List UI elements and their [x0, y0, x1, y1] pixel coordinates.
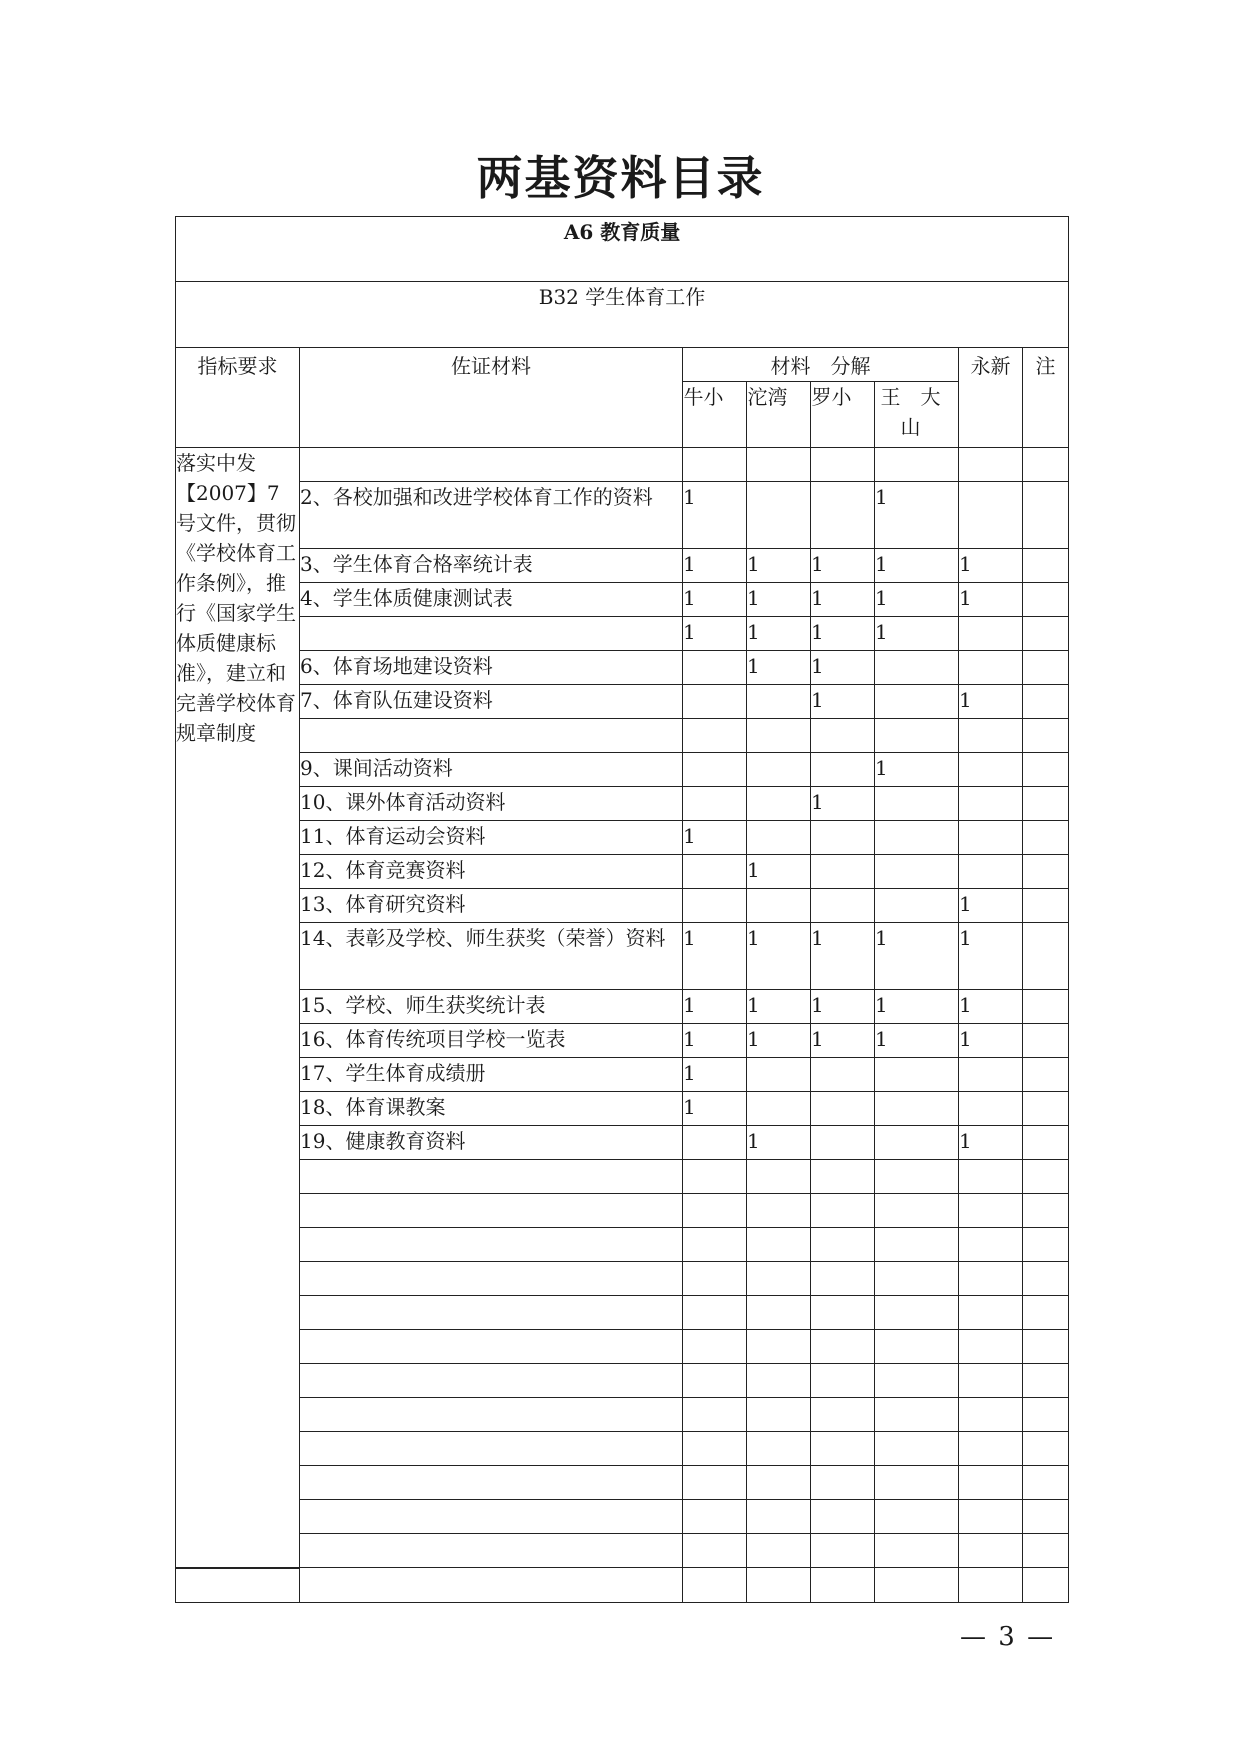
value-cell — [811, 1058, 875, 1092]
value-cell: 1 — [811, 787, 875, 821]
value-cell — [875, 719, 959, 753]
table-row — [176, 1160, 1069, 1194]
note-cell — [1023, 1058, 1069, 1092]
value-cell — [875, 1500, 959, 1534]
note-cell — [1023, 753, 1069, 787]
value-cell — [875, 787, 959, 821]
value-cell — [811, 1500, 875, 1534]
note-cell — [1023, 990, 1069, 1024]
value-cell — [875, 1092, 959, 1126]
value-cell — [747, 1398, 811, 1432]
evidence-item: 3、学生体育合格率统计表 — [300, 549, 683, 583]
value-cell — [811, 1126, 875, 1160]
table-row — [176, 617, 1069, 651]
table-row — [176, 583, 1069, 617]
note-cell — [1023, 1534, 1069, 1568]
value-cell — [959, 1500, 1023, 1534]
evidence-item — [300, 1262, 683, 1296]
note-cell — [1023, 719, 1069, 753]
value-cell — [811, 1534, 875, 1568]
table-row — [176, 1534, 1069, 1568]
value-cell: 1 — [747, 549, 811, 583]
value-cell — [747, 889, 811, 923]
value-cell — [875, 651, 959, 685]
value-cell — [959, 1058, 1023, 1092]
table-row — [176, 482, 1069, 549]
value-cell — [959, 617, 1023, 651]
value-cell — [683, 719, 747, 753]
note-cell — [1023, 651, 1069, 685]
table-row — [176, 719, 1069, 753]
table-row — [176, 1500, 1069, 1534]
value-cell — [875, 1228, 959, 1262]
note-cell — [1023, 1500, 1069, 1534]
evidence-item — [300, 1228, 683, 1262]
evidence-item — [300, 1432, 683, 1466]
header-school-3: 罗小 — [811, 382, 875, 448]
value-cell — [747, 1466, 811, 1500]
value-cell — [959, 1194, 1023, 1228]
value-cell — [811, 482, 875, 549]
table-row — [176, 1126, 1069, 1160]
value-cell — [875, 1534, 959, 1568]
note-cell — [1023, 1296, 1069, 1330]
header-note: 注 — [1023, 348, 1069, 448]
empty-cell — [959, 1568, 1023, 1603]
value-cell — [875, 1466, 959, 1500]
value-cell — [875, 685, 959, 719]
value-cell — [959, 719, 1023, 753]
table-row — [176, 990, 1069, 1024]
note-cell — [1023, 1160, 1069, 1194]
header-school-4: 王 大山 — [875, 382, 959, 448]
section-a-row — [176, 217, 1069, 282]
header-school-1: 牛小 — [683, 382, 747, 448]
value-cell: 1 — [875, 549, 959, 583]
value-cell — [875, 1126, 959, 1160]
value-cell — [811, 1398, 875, 1432]
note-cell — [1023, 855, 1069, 889]
value-cell — [959, 1466, 1023, 1500]
value-cell — [747, 1228, 811, 1262]
value-cell: 1 — [875, 923, 959, 990]
value-cell — [683, 1534, 747, 1568]
value-cell: 1 — [875, 482, 959, 549]
value-cell — [747, 482, 811, 549]
value-cell — [811, 821, 875, 855]
value-cell — [875, 1432, 959, 1466]
value-cell — [683, 1194, 747, 1228]
table-row — [176, 685, 1069, 719]
note-cell — [1023, 1364, 1069, 1398]
value-cell — [811, 889, 875, 923]
value-cell — [747, 1500, 811, 1534]
empty-cell — [300, 1568, 683, 1603]
table-row — [176, 1398, 1069, 1432]
empty-cell — [176, 1568, 300, 1603]
value-cell — [875, 1398, 959, 1432]
table-row — [176, 1330, 1069, 1364]
value-cell — [811, 1262, 875, 1296]
value-cell — [811, 719, 875, 753]
value-cell: 1 — [747, 1024, 811, 1058]
note-cell — [1023, 1194, 1069, 1228]
section-b-row — [176, 282, 1069, 348]
value-cell — [959, 855, 1023, 889]
evidence-item — [300, 1296, 683, 1330]
empty-cell — [875, 1568, 959, 1603]
value-cell — [747, 1194, 811, 1228]
value-cell — [683, 448, 747, 482]
header-materials-group: 材料 分解 — [683, 348, 959, 382]
value-cell — [747, 821, 811, 855]
value-cell — [959, 1432, 1023, 1466]
value-cell — [811, 855, 875, 889]
value-cell — [747, 1364, 811, 1398]
header-evidence: 佐证材料 — [300, 348, 683, 448]
value-cell: 1 — [747, 1126, 811, 1160]
note-cell — [1023, 685, 1069, 719]
value-cell: 1 — [875, 1024, 959, 1058]
value-cell: 1 — [683, 990, 747, 1024]
value-cell — [959, 821, 1023, 855]
value-cell — [747, 448, 811, 482]
value-cell: 1 — [875, 617, 959, 651]
value-cell — [811, 753, 875, 787]
value-cell — [959, 1228, 1023, 1262]
document-title: 两基资料目录 — [476, 151, 765, 205]
value-cell — [959, 1330, 1023, 1364]
value-cell: 1 — [683, 821, 747, 855]
value-cell: 1 — [747, 990, 811, 1024]
value-cell — [959, 448, 1023, 482]
header-row-1 — [176, 348, 1069, 382]
evidence-item — [300, 1364, 683, 1398]
note-cell — [1023, 1228, 1069, 1262]
value-cell — [811, 1364, 875, 1398]
table-row — [176, 1194, 1069, 1228]
value-cell — [683, 855, 747, 889]
evidence-item — [300, 1160, 683, 1194]
value-cell — [875, 1262, 959, 1296]
value-cell — [875, 889, 959, 923]
value-cell — [683, 1262, 747, 1296]
value-cell: 1 — [811, 990, 875, 1024]
value-cell — [811, 1432, 875, 1466]
value-cell — [811, 1092, 875, 1126]
table-row — [176, 889, 1069, 923]
value-cell — [747, 1160, 811, 1194]
table-row — [176, 1364, 1069, 1398]
table-row — [176, 651, 1069, 685]
value-cell — [683, 1296, 747, 1330]
note-cell — [1023, 1398, 1069, 1432]
value-cell — [811, 1160, 875, 1194]
evidence-item: 19、健康教育资料 — [300, 1126, 683, 1160]
value-cell — [747, 1432, 811, 1466]
note-cell — [1023, 1466, 1069, 1500]
value-cell — [683, 787, 747, 821]
value-cell — [747, 1534, 811, 1568]
table-row — [176, 549, 1069, 583]
table-row — [176, 1296, 1069, 1330]
value-cell — [683, 1432, 747, 1466]
evidence-item: 10、课外体育活动资料 — [300, 787, 683, 821]
value-cell: 1 — [747, 923, 811, 990]
note-cell — [1023, 583, 1069, 617]
value-cell — [875, 1058, 959, 1092]
evidence-item — [300, 1194, 683, 1228]
value-cell — [683, 1228, 747, 1262]
value-cell: 1 — [747, 583, 811, 617]
header-school-2: 沱湾 — [747, 382, 811, 448]
note-cell — [1023, 1024, 1069, 1058]
value-cell: 1 — [683, 549, 747, 583]
value-cell — [683, 651, 747, 685]
empty-cell — [683, 1568, 747, 1603]
value-cell: 1 — [959, 549, 1023, 583]
value-cell — [683, 1364, 747, 1398]
value-cell — [959, 753, 1023, 787]
value-cell: 1 — [811, 651, 875, 685]
table-row — [176, 1092, 1069, 1126]
value-cell — [747, 719, 811, 753]
table-row — [176, 1568, 1069, 1603]
value-cell — [683, 685, 747, 719]
value-cell — [959, 1262, 1023, 1296]
table-row — [176, 448, 1069, 482]
table-row — [176, 787, 1069, 821]
value-cell: 1 — [959, 990, 1023, 1024]
value-cell: 1 — [959, 583, 1023, 617]
value-cell: 1 — [875, 583, 959, 617]
table-row — [176, 753, 1069, 787]
value-cell: 1 — [959, 1126, 1023, 1160]
value-cell — [683, 1500, 747, 1534]
evidence-item: 4、学生体质健康测试表 — [300, 583, 683, 617]
table-row — [176, 855, 1069, 889]
indicator-requirement: 落实中发【2007】7号文件，贯彻《学校体育工作条例》，推行《国家学生体质健康标准》，建立和完善学校体育规章制度 — [176, 448, 300, 1568]
value-cell: 1 — [959, 889, 1023, 923]
page-number: — 3 — — [960, 1622, 1056, 1652]
evidence-item — [300, 1398, 683, 1432]
evidence-item — [300, 1500, 683, 1534]
value-cell: 1 — [811, 923, 875, 990]
evidence-item: 18、体育课教案 — [300, 1092, 683, 1126]
value-cell — [811, 1330, 875, 1364]
value-cell: 1 — [811, 685, 875, 719]
value-cell — [747, 1262, 811, 1296]
value-cell — [747, 1330, 811, 1364]
evidence-item: 12、体育竞赛资料 — [300, 855, 683, 889]
value-cell — [811, 448, 875, 482]
value-cell: 1 — [747, 617, 811, 651]
value-cell — [683, 1330, 747, 1364]
evidence-item: 9、课间活动资料 — [300, 753, 683, 787]
table-row — [176, 923, 1069, 990]
value-cell — [747, 1296, 811, 1330]
value-cell: 1 — [811, 1024, 875, 1058]
evidence-item — [300, 448, 683, 482]
value-cell — [959, 787, 1023, 821]
value-cell — [959, 1398, 1023, 1432]
value-cell — [747, 753, 811, 787]
evidence-item — [300, 617, 683, 651]
note-cell — [1023, 1126, 1069, 1160]
value-cell: 1 — [811, 549, 875, 583]
note-cell — [1023, 923, 1069, 990]
section-a-title: A6 教育质量 — [176, 217, 1069, 282]
value-cell — [683, 753, 747, 787]
value-cell: 1 — [811, 617, 875, 651]
materials-table — [175, 216, 1069, 1603]
table-row — [176, 1262, 1069, 1296]
evidence-item: 15、学校、师生获奖统计表 — [300, 990, 683, 1024]
value-cell — [683, 1466, 747, 1500]
value-cell: 1 — [959, 1024, 1023, 1058]
empty-cell — [1023, 1568, 1069, 1603]
evidence-item: 2、各校加强和改进学校体育工作的资料 — [300, 482, 683, 549]
empty-cell — [811, 1568, 875, 1603]
value-cell — [875, 448, 959, 482]
empty-cell — [747, 1568, 811, 1603]
value-cell — [811, 1194, 875, 1228]
table-row — [176, 1432, 1069, 1466]
evidence-item: 13、体育研究资料 — [300, 889, 683, 923]
value-cell — [811, 1228, 875, 1262]
value-cell — [683, 1126, 747, 1160]
value-cell — [959, 651, 1023, 685]
value-cell — [747, 1058, 811, 1092]
evidence-item: 17、学生体育成绩册 — [300, 1058, 683, 1092]
value-cell — [875, 1330, 959, 1364]
value-cell: 1 — [747, 855, 811, 889]
value-cell — [875, 821, 959, 855]
value-cell: 1 — [683, 923, 747, 990]
value-cell: 1 — [683, 1092, 747, 1126]
value-cell: 1 — [683, 583, 747, 617]
value-cell — [959, 1296, 1023, 1330]
note-cell — [1023, 821, 1069, 855]
value-cell: 1 — [683, 617, 747, 651]
value-cell: 1 — [875, 753, 959, 787]
value-cell: 1 — [683, 1024, 747, 1058]
note-cell — [1023, 448, 1069, 482]
value-cell — [875, 1194, 959, 1228]
value-cell: 1 — [811, 583, 875, 617]
evidence-item: 7、体育队伍建设资料 — [300, 685, 683, 719]
header-extra: 永新 — [959, 348, 1023, 448]
value-cell — [811, 1296, 875, 1330]
value-cell — [683, 1160, 747, 1194]
note-cell — [1023, 482, 1069, 549]
value-cell: 1 — [747, 651, 811, 685]
value-cell: 1 — [683, 482, 747, 549]
header-indicator: 指标要求 — [176, 348, 300, 448]
value-cell — [747, 1092, 811, 1126]
evidence-item — [300, 1466, 683, 1500]
table-row — [176, 1228, 1069, 1262]
table-row — [176, 1058, 1069, 1092]
value-cell — [959, 1534, 1023, 1568]
value-cell: 1 — [683, 1058, 747, 1092]
value-cell: 1 — [959, 923, 1023, 990]
evidence-item — [300, 1534, 683, 1568]
value-cell — [875, 1296, 959, 1330]
note-cell — [1023, 617, 1069, 651]
note-cell — [1023, 1092, 1069, 1126]
value-cell — [875, 1364, 959, 1398]
value-cell — [875, 855, 959, 889]
note-cell — [1023, 787, 1069, 821]
evidence-item — [300, 1330, 683, 1364]
value-cell — [875, 1160, 959, 1194]
value-cell — [747, 787, 811, 821]
value-cell — [747, 685, 811, 719]
note-cell — [1023, 889, 1069, 923]
value-cell — [811, 1466, 875, 1500]
note-cell — [1023, 1330, 1069, 1364]
value-cell: 1 — [875, 990, 959, 1024]
evidence-item: 11、体育运动会资料 — [300, 821, 683, 855]
evidence-item: 6、体育场地建设资料 — [300, 651, 683, 685]
value-cell — [683, 1398, 747, 1432]
value-cell — [959, 1364, 1023, 1398]
value-cell — [959, 1092, 1023, 1126]
value-cell — [683, 889, 747, 923]
note-cell — [1023, 1432, 1069, 1466]
table-row — [176, 821, 1069, 855]
table-row — [176, 1466, 1069, 1500]
evidence-item — [300, 719, 683, 753]
value-cell — [959, 1160, 1023, 1194]
note-cell — [1023, 1262, 1069, 1296]
value-cell: 1 — [959, 685, 1023, 719]
evidence-item: 14、表彰及学校、师生获奖（荣誉）资料 — [300, 923, 683, 990]
note-cell — [1023, 549, 1069, 583]
table-row — [176, 1024, 1069, 1058]
evidence-item: 16、体育传统项目学校一览表 — [300, 1024, 683, 1058]
section-b-title: B32 学生体育工作 — [176, 282, 1069, 348]
value-cell — [959, 482, 1023, 549]
